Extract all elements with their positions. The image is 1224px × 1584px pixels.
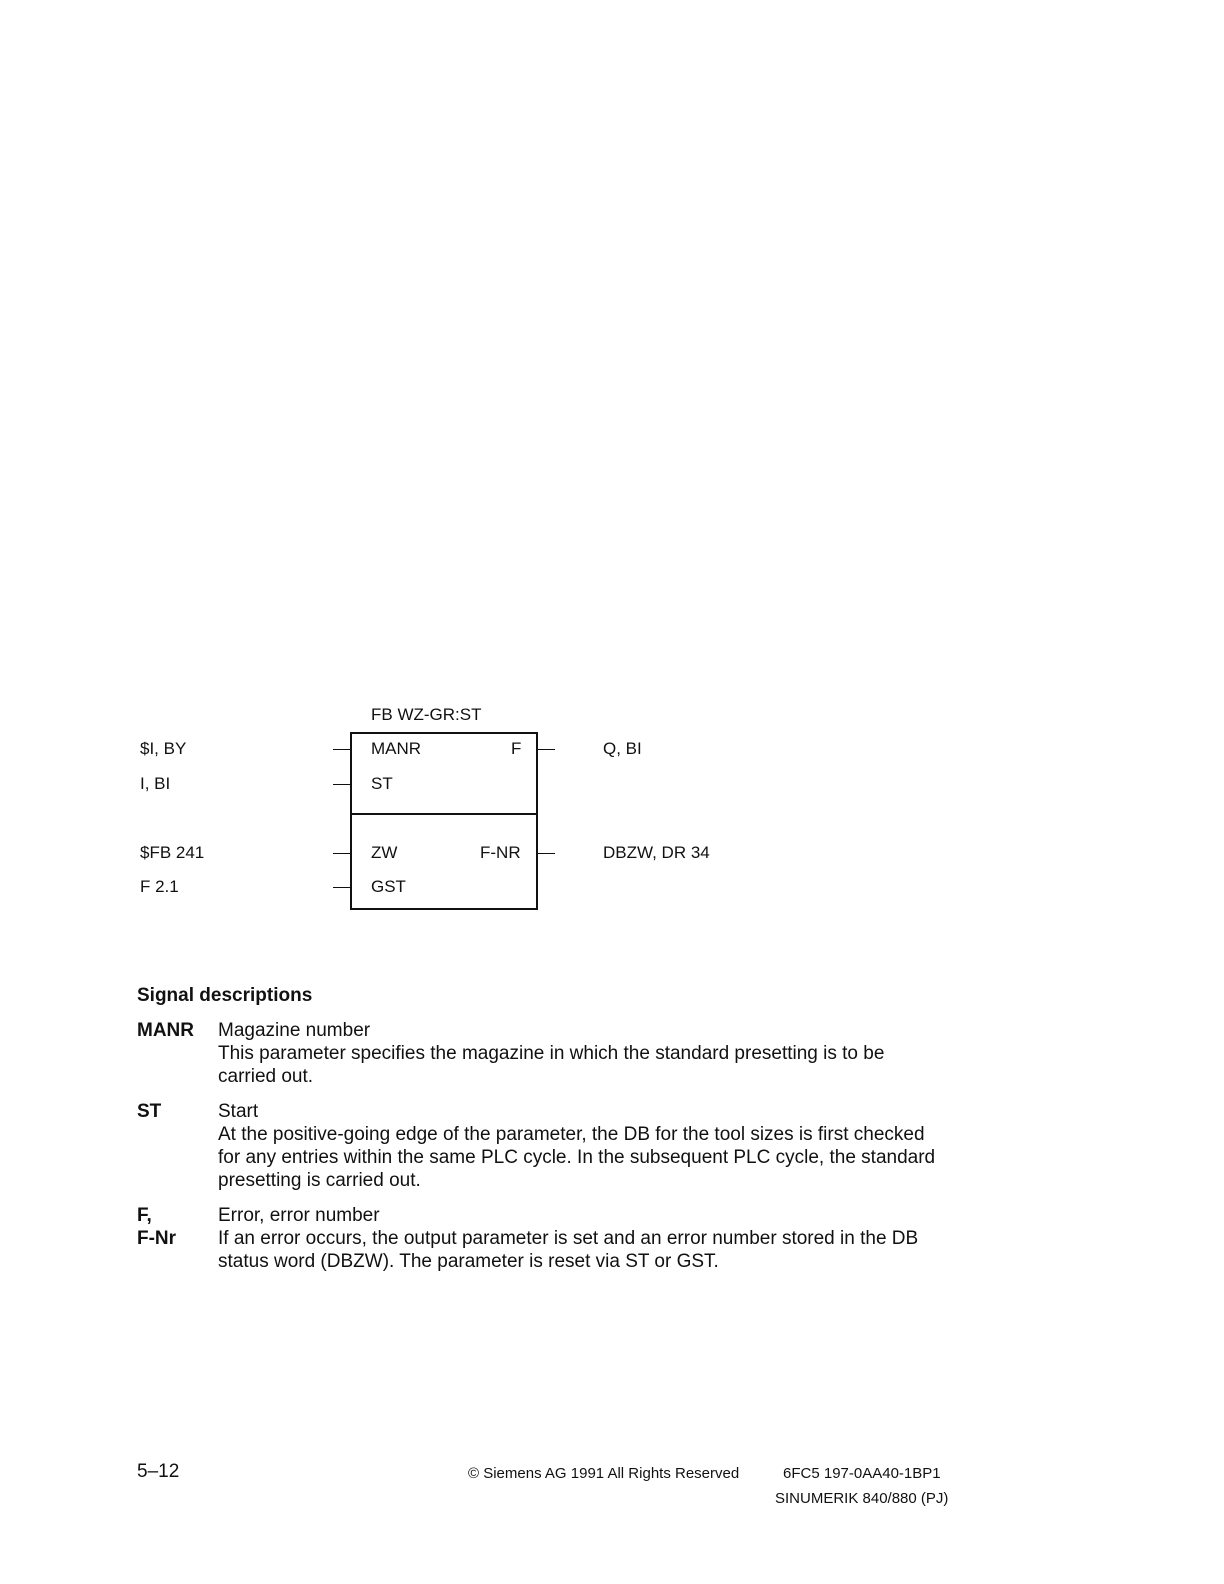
input-operand-st: I, BI [140,774,171,793]
signal-text-f: If an error occurs, the output parameter is set and an error number stored in the DB status word (DBZW). The parameter is reset via ST or GST. [218,1228,919,1272]
param-manr: MANR [371,739,422,758]
param-f-nr: F-NR [480,843,521,862]
signal-descriptions-heading: Signal descriptions [137,985,313,1006]
input-operand-gst: F 2.1 [140,877,179,896]
order-number: 6FC5 197-0AA40-1BP1 [783,1465,941,1482]
block-title: FB WZ-GR:ST [371,705,482,724]
signal-text-manr: This parameter specifies the magazine in which the standard presetting is to be carried out. [218,1043,885,1087]
input-operand-zw: $FB 241 [140,843,205,862]
function-block-divider [350,813,538,815]
signal-text-st: At the positive-going edge of the parameter, the DB for the tool sizes is first checked for any entries within the same PLC cycle. In the subsequent PLC cycle, the standard presetting is carried out. [218,1124,936,1191]
output-operand-f-nr: DBZW, DR 34 [603,843,710,862]
copyright-notice: © Siemens AG 1991 All Rights Reserved [468,1465,740,1482]
input-pin-st [333,784,350,785]
input-operand-manr: $I, BY [140,739,187,758]
output-operand-f: Q, BI [603,739,642,758]
output-pin-f [538,749,555,750]
param-zw: ZW [371,843,398,862]
page-number: 5–12 [137,1461,180,1482]
signal-term-st: ST [137,1101,162,1122]
signal-term-f-nr: F-Nr [137,1228,177,1249]
signal-term-manr: MANR [137,1020,194,1041]
signal-title-st: Start [218,1101,259,1122]
param-st: ST [371,774,393,793]
signal-term-f: F, [137,1205,152,1226]
param-gst: GST [371,877,406,896]
input-pin-gst [333,887,350,888]
signal-title-manr: Magazine number [218,1020,371,1041]
product-name: SINUMERIK 840/880 (PJ) [775,1490,949,1507]
output-pin-f-nr [538,853,555,854]
param-f: F [511,739,522,758]
input-pin-zw [333,853,350,854]
input-pin-manr [333,749,350,750]
signal-title-f: Error, error number [218,1205,380,1226]
